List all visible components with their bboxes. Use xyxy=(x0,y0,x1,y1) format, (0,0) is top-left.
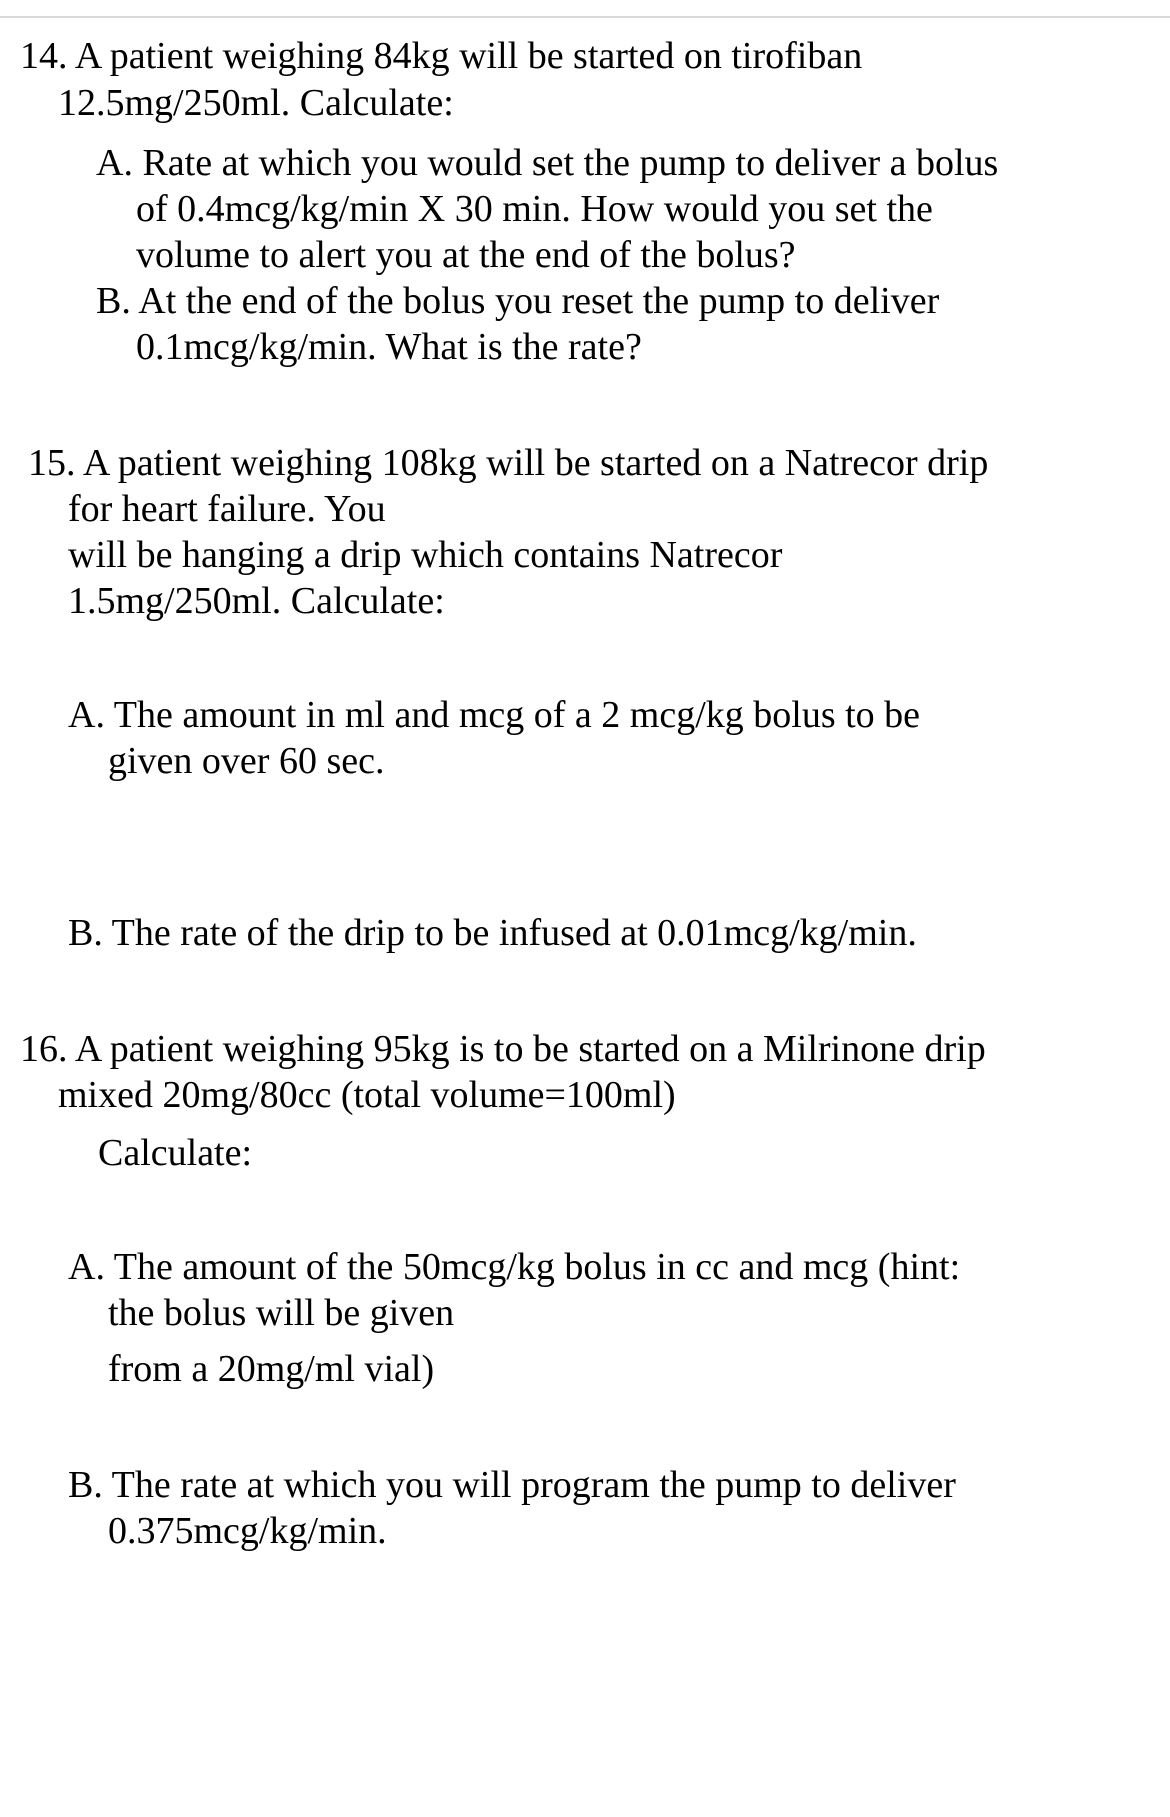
q16-a-line-2: the bolus will be given xyxy=(108,1292,455,1334)
top-divider xyxy=(0,16,1170,18)
q14-b-line-1: B. At the end of the bolus you reset the pump to deliver xyxy=(96,280,940,322)
q16-a-line-1: A. The amount of the 50mcg/kg bolus in cc and mcg (hint: xyxy=(68,1246,961,1288)
q15-line-4: 1.5mg/250ml. Calculate: xyxy=(68,580,445,622)
q15-line-2: for heart failure. You xyxy=(68,488,386,530)
q16-a-line-3: from a 20mg/ml vial) xyxy=(108,1348,435,1390)
q15-b-line-1: B. The rate of the drip to be infused at 0.01mcg/kg/min. xyxy=(68,912,917,954)
q16-b-line-1: B. The rate at which you will program the pump to deliver xyxy=(68,1464,956,1506)
q15-a-line-1: A. The amount in ml and mcg of a 2 mcg/kg bolus to be xyxy=(68,694,921,736)
q15-line-1: 15. A patient weighing 108kg will be started on a Natrecor drip xyxy=(28,442,989,484)
q14-a-line-1: A. Rate at which you would set the pump to deliver a bolus xyxy=(96,142,999,184)
q16-line-3: Calculate: xyxy=(98,1132,253,1174)
q15-a-line-2: given over 60 sec. xyxy=(108,740,385,782)
q15-line-3: will be hanging a drip which contains Natrecor xyxy=(68,534,783,576)
q14-line-1: 14. A patient weighing 84kg will be started on tirofiban xyxy=(20,35,863,77)
q16-line-1: 16. A patient weighing 95kg is to be started on a Milrinone drip xyxy=(20,1028,986,1070)
q14-line-2: 12.5mg/250ml. Calculate: xyxy=(58,82,454,124)
q14-a-line-3: volume to alert you at the end of the bolus? xyxy=(136,234,796,276)
q14-b-line-2: 0.1mcg/kg/min. What is the rate? xyxy=(136,326,642,368)
q16-b-line-2: 0.375mcg/kg/min. xyxy=(108,1510,387,1552)
q16-line-2: mixed 20mg/80cc (total volume=100ml) xyxy=(58,1074,676,1116)
q14-a-line-2: of 0.4mcg/kg/min X 30 min. How would you set the xyxy=(136,188,933,230)
